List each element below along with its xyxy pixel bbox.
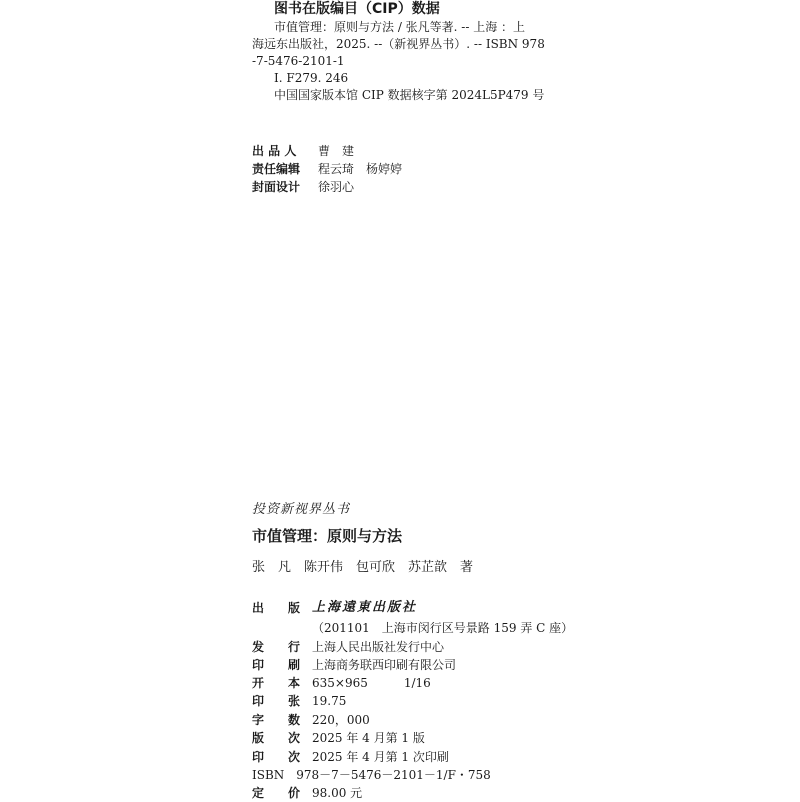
cip-line-4: Ⅰ. F279. 246 bbox=[274, 71, 349, 85]
pub-value: 上海人民出版社发行中心 bbox=[312, 640, 445, 654]
pub-label: 字 数 bbox=[252, 713, 301, 727]
staff-value: 徐羽心 bbox=[318, 180, 355, 194]
pub-label: 版 次 bbox=[252, 731, 301, 745]
pub-row-word-count bbox=[252, 711, 370, 729]
pub-label: 定 价 bbox=[252, 786, 301, 800]
pub-label: 印 刷 bbox=[252, 658, 301, 672]
pub-row-publisher bbox=[252, 599, 417, 617]
authors: 张 凡 陈开伟 包可欣 苏芷歆 著 bbox=[252, 560, 474, 575]
cip-line-2: 海远东出版社，2025. --（新视界丛书）. -- ISBN 978 bbox=[252, 37, 545, 51]
staff-label: 出 品 人 bbox=[252, 144, 297, 158]
pub-value: 2025 年 4 月第 1 次印刷 bbox=[312, 750, 449, 764]
pub-value: 19.75 bbox=[312, 694, 347, 708]
pub-row-price bbox=[252, 784, 362, 802]
cip-line-1: 市值管理：原则与方法 / 张凡等著. -- 上海 ：上 bbox=[274, 20, 526, 34]
staff-label: 责任编辑 bbox=[252, 162, 301, 176]
pub-row-address bbox=[252, 619, 573, 637]
pub-row-printer bbox=[252, 656, 456, 674]
pub-value: 98.00 元 bbox=[312, 786, 363, 800]
staff-label: 封面设计 bbox=[252, 180, 301, 194]
series-name: 投资新视界丛书 bbox=[252, 502, 351, 517]
staff-value: 程云琦 杨婷婷 bbox=[318, 162, 403, 176]
pub-label: 印 张 bbox=[252, 694, 301, 708]
pub-row-format bbox=[252, 674, 431, 692]
pub-label: 印 次 bbox=[252, 750, 301, 764]
pub-label: 出 版 bbox=[252, 601, 301, 615]
pub-row-distribution bbox=[252, 638, 444, 656]
staff-row-producer bbox=[252, 142, 354, 160]
isbn: ISBN 978－7－5476－2101－1/F・758 bbox=[252, 768, 491, 782]
staff-row-cover-designer bbox=[252, 178, 354, 196]
pub-value: 635×965 1/16 bbox=[312, 676, 431, 690]
staff-row-editor bbox=[252, 160, 402, 178]
cip-heading: 图书在版编目（CIP）数据 bbox=[274, 1, 440, 17]
cip-line-3: -7-5476-2101-1 bbox=[252, 54, 345, 68]
pub-label-empty bbox=[252, 619, 312, 637]
cip-line-5: 中国国家版本馆 CIP 数据核字第 2024L5P479 号 bbox=[274, 88, 545, 102]
pub-value: 220，000 bbox=[312, 713, 370, 727]
publisher-address: （201101 上海市闵行区号景路 159 弄 C 座） bbox=[312, 621, 574, 635]
pub-row-edition bbox=[252, 729, 425, 747]
staff-value: 曹 建 bbox=[318, 144, 355, 158]
pub-value: 上海商务联西印刷有限公司 bbox=[312, 658, 457, 672]
book-title: 市值管理：原则与方法 bbox=[252, 527, 403, 545]
publisher-logo-text: 上海遠東出版社 bbox=[312, 600, 418, 615]
pub-row-printing bbox=[252, 748, 449, 766]
pub-label: 开 本 bbox=[252, 676, 301, 690]
pub-value: 2025 年 4 月第 1 版 bbox=[312, 731, 425, 745]
pub-row-sheets bbox=[252, 692, 346, 710]
pub-label: 发 行 bbox=[252, 640, 301, 654]
